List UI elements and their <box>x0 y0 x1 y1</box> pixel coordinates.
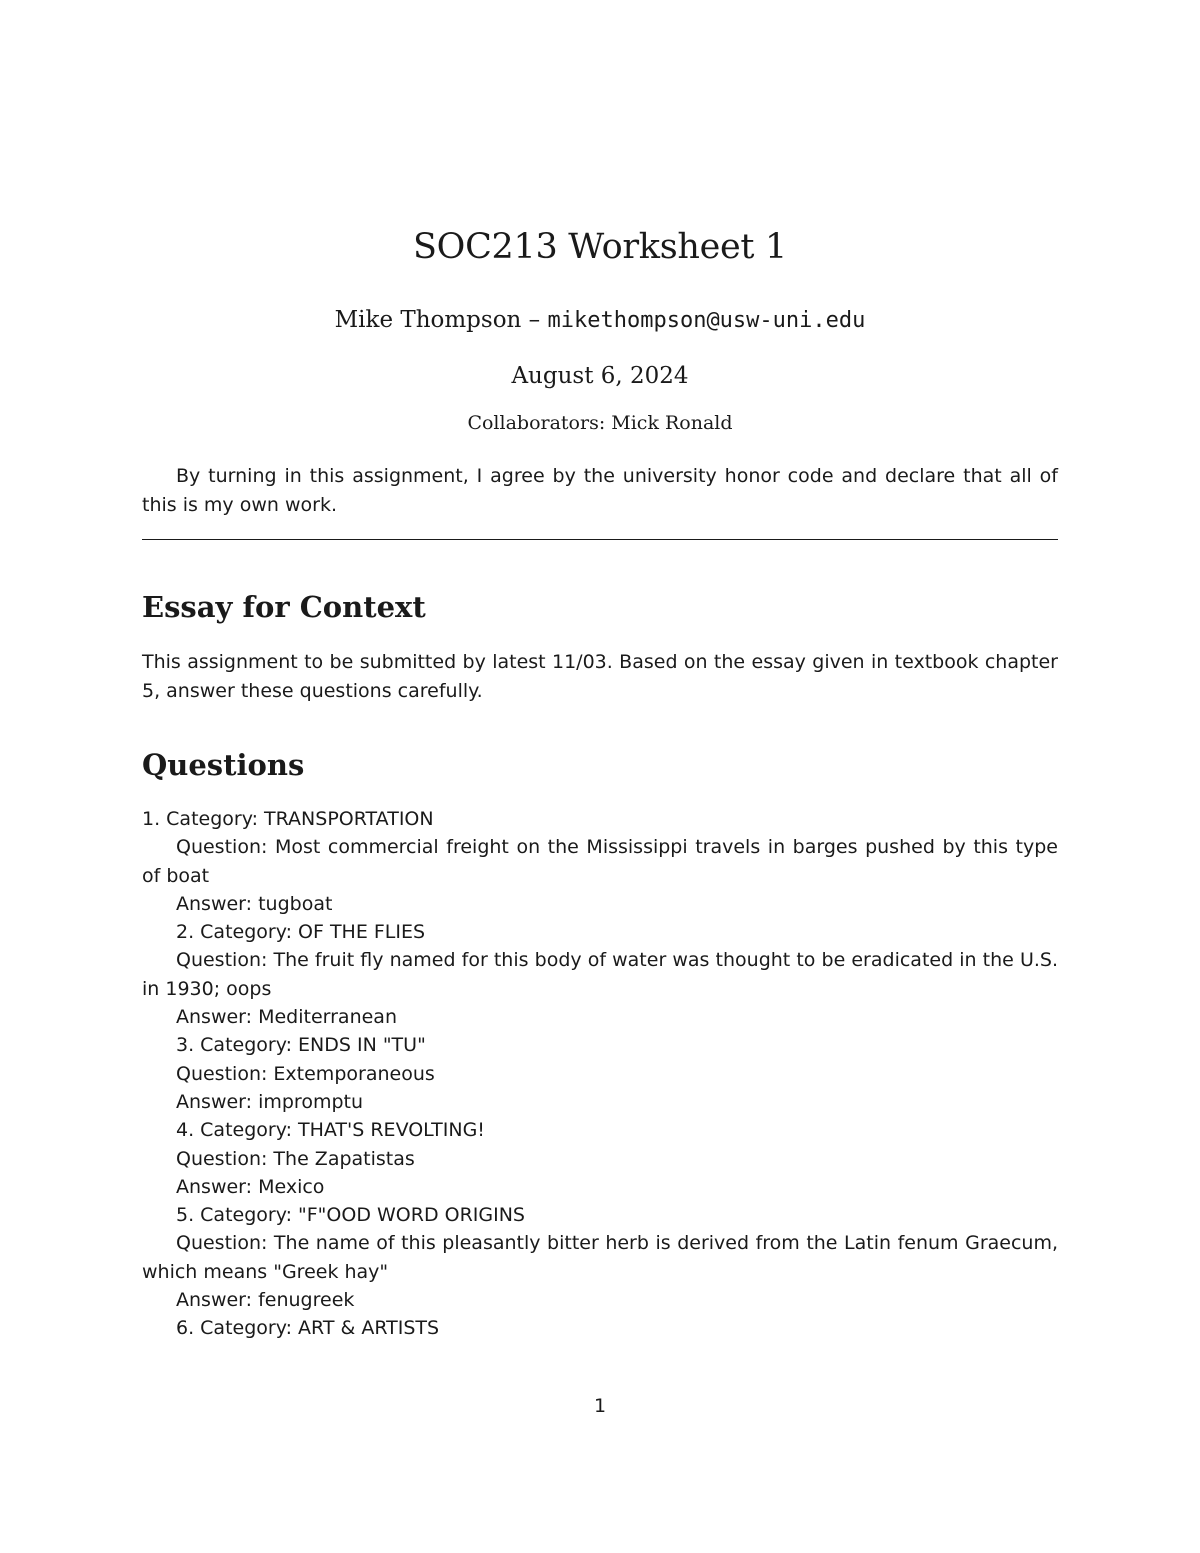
collaborators: Collaborators: Mick Ronald <box>467 412 733 434</box>
honor-statement: By turning in this assignment, I agree by the university honor code and declare that all of this is my own work. <box>142 465 1058 516</box>
answer-line: Answer: Mediterranean <box>176 1006 397 1029</box>
author-line <box>142 304 1058 337</box>
answer-line: Answer: Mexico <box>176 1175 325 1198</box>
horizontal-rule <box>142 539 1058 540</box>
question-list <box>142 805 1058 1343</box>
author-separator: – <box>521 307 548 333</box>
question-line: Question: Extemporaneous <box>176 1062 435 1085</box>
document-title: SOC213 Worksheet 1 <box>413 227 787 267</box>
essay-paragraph: This assignment to be submitted by latest 11/03. Based on the essay given in textbook chapter 5, answer these questions carefully. <box>142 651 1058 702</box>
section-heading-questions: Questions <box>142 748 305 782</box>
question-line: Question: Most commercial freight on the Mississippi travels in barges pushed by this type of boat <box>142 836 1058 887</box>
category-line: 5. Category: "F"OOD WORD ORIGINS <box>176 1204 525 1227</box>
question-line: Question: The name of this pleasantly bitter herb is derived from the Latin fenum Graecum, which means "Greek hay" <box>142 1232 1058 1283</box>
page-number: 1 <box>593 1395 607 1417</box>
category-line: 6. Category: ART & ARTISTS <box>176 1317 440 1340</box>
category-line: 3. Category: ENDS IN "TU" <box>176 1034 426 1057</box>
category-line: 4. Category: THAT'S REVOLTING! <box>176 1119 485 1142</box>
question-line: Question: The Zapatistas <box>176 1147 415 1170</box>
answer-line: Answer: tugboat <box>176 892 333 915</box>
answer-line: Answer: fenugreek <box>176 1289 355 1312</box>
document-date: August 6, 2024 <box>511 363 689 389</box>
author-name: Mike Thompson <box>334 307 522 333</box>
question-line: Question: The fruit fly named for this body of water was thought to be eradicated in the U.S. in 1930; oops <box>142 949 1058 1000</box>
answer-line: Answer: impromptu <box>176 1090 364 1113</box>
category-line: 2. Category: OF THE FLIES <box>176 921 426 944</box>
category-line: 1. Category: TRANSPORTATION <box>142 808 434 830</box>
section-heading-essay: Essay for Context <box>142 590 426 624</box>
author-email: mikethompson@usw-uni.edu <box>547 308 866 333</box>
